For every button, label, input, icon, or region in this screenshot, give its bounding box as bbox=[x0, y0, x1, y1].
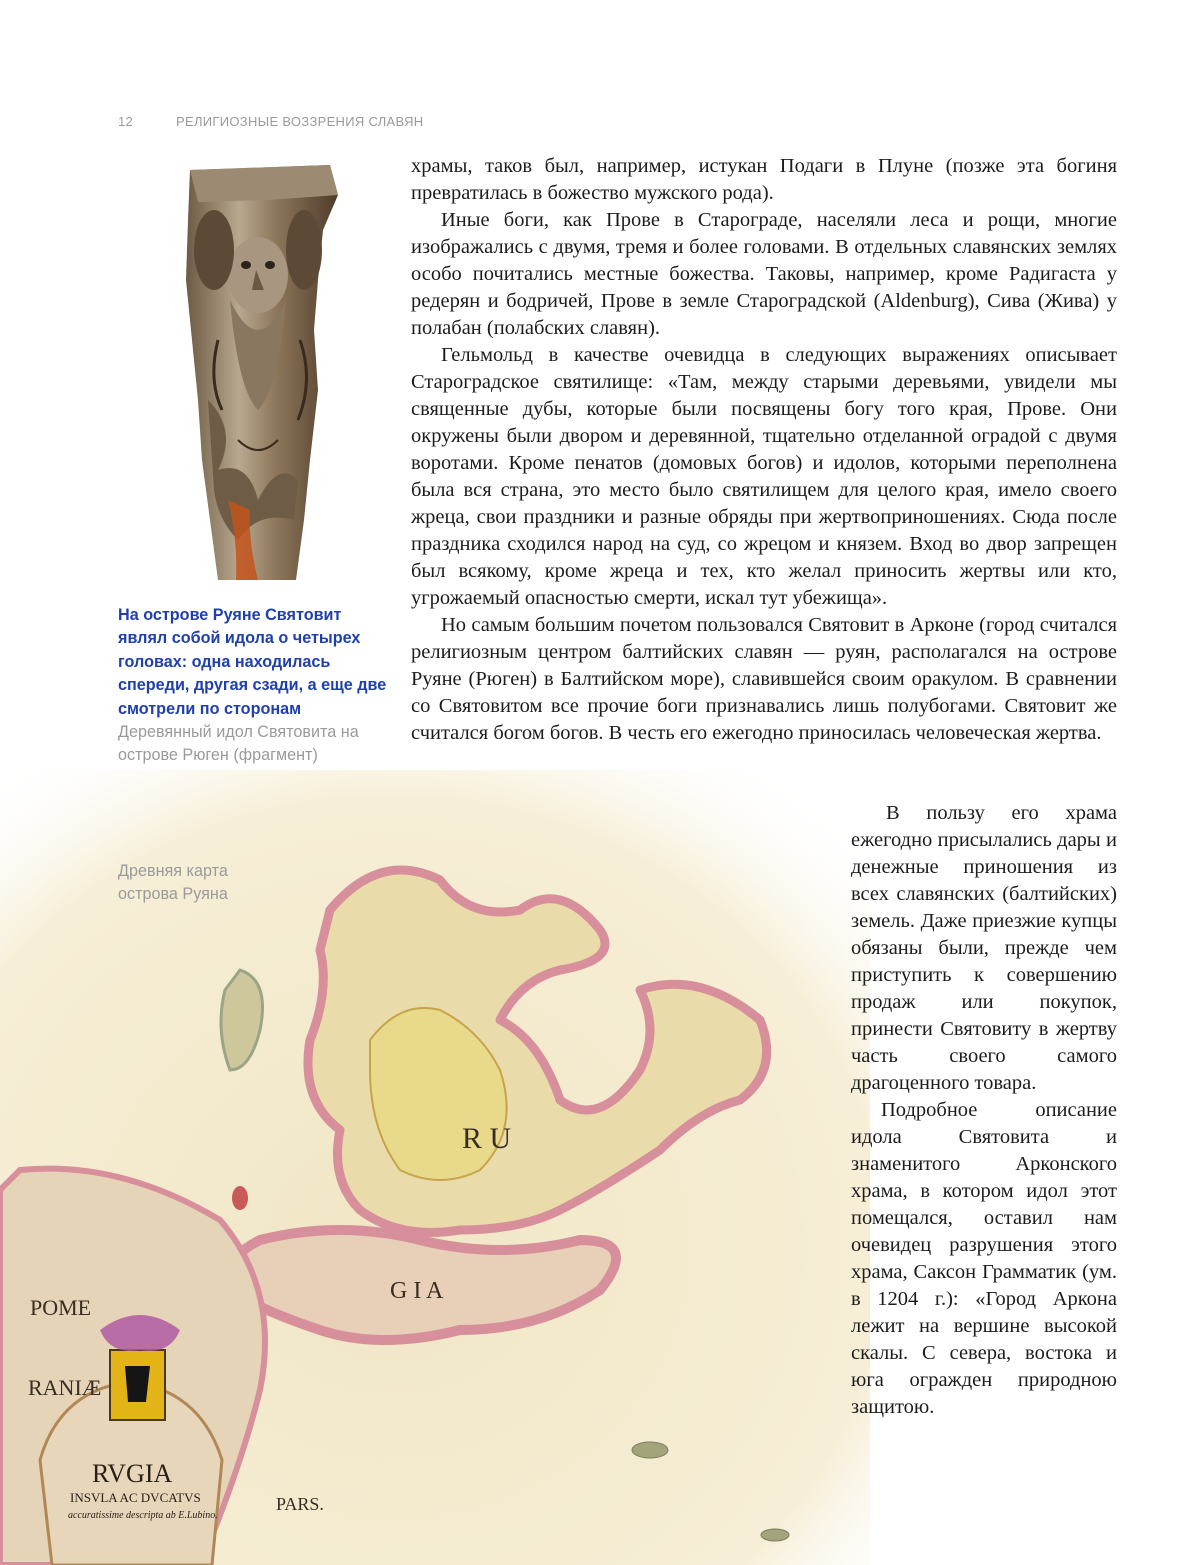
map-letters-gia: G I A bbox=[390, 1278, 444, 1304]
paragraph-4: Но самым большим почетом пользовался Святовит в Арконе (город считался религиозным центром балтийских славян — руян, располагался на острове Руяне (Рюген) в Балтийском море), славившейся своим оракулом. В сравнении со Святовитом все прочие боги признавались лишь полубогами. Святовит же считался богом богов. В честь его ежегодно приносилась человеческая жертва. bbox=[411, 614, 1117, 744]
cartouche-subtitle-2: accuratissime descripta ab E.Lubino. bbox=[68, 1510, 218, 1521]
map-label-pome: POME bbox=[30, 1295, 92, 1320]
paragraph-6: Подробное описание идола Святовита и знаменитого Арконского храма, в котором идол этот помещался, оставил нам очевидец разрушения этого храма, Саксон Грамматик (ум. в 1204 г.): «Город Аркона лежит на вершине высокой скалы. С севера, востока и юга огражден природною защитою. bbox=[851, 1099, 1117, 1418]
caption-light: Деревянный идол Святовита на острове Рюген (фрагмент) bbox=[118, 723, 359, 765]
map-label-pars: PARS. bbox=[276, 1494, 324, 1514]
paragraph-3: Гельмольд в качестве очевидца в следующих выражениях описывает Староградское святилище: «Там, между старыми деревьями, увидели мы священные дубы, которые были посвящены богу того края, Прове. Они окружены были двором и деревянной, тщательно отделанной оградой с двумя воротами. Кроме пенатов (домовых богов) и идолов, которыми переполнена была вся страна, это место было святилищем для целого края, имело своего жреца, свои праздники и разные обряды при жертвоприношениях. Сюда после праздника сходился народ на суд, со жрецом и князем. Вход во двор запрещен был всякому, кроме жреца и тех, кто желал приносить жертвы или кто, угрожаемый опасностью смерти, искал тут убежища». bbox=[411, 344, 1117, 609]
paragraph-5: В пользу его храма ежегодно присылались дары и денежные приношения из всех славянских (балтийских) земель. Даже приезжие купцы обязаны были, прежде чем приступить к совершению продаж или покупок, принести Святовиту в жертву часть своего самого драгоценного товара. bbox=[851, 802, 1117, 1094]
paragraph-1: храмы, таков был, например, истукан Подаги в Плуне (позже эта богиня превратилась в божество мужского рода). bbox=[411, 155, 1117, 204]
map-letters-ru: R U bbox=[462, 1122, 512, 1155]
page-number: 12 bbox=[118, 114, 134, 129]
idol-caption bbox=[118, 604, 388, 768]
caption-bold: На острове Руяне Святовит являл собой идола о четырех головах: одна находилась спереди, другая сзади, а еще две смотрели по сторонам bbox=[118, 606, 387, 718]
running-title: РЕЛИГИОЗНЫЕ ВОЗЗРЕНИЯ СЛАВЯН bbox=[176, 114, 424, 129]
paragraph-2: Иные боги, как Прове в Старограде, населяли леса и рощи, многие изображались с двумя, тремя и более головами. В отдельных славянских землях особо почитались местные божества. Таковы, например, кроме Радигаста у редерян и бодричей, Прове в земле Старогрaдской (Aldenburg), Сива (Жива) у полабан (полабских славян). bbox=[411, 209, 1117, 339]
body-text-column bbox=[851, 800, 1117, 1421]
cartouche-title: RVGIA bbox=[92, 1459, 173, 1488]
map-label-raniae: RANIÆ bbox=[28, 1375, 102, 1400]
body-text-main bbox=[411, 153, 1117, 747]
idol-image bbox=[118, 160, 384, 580]
cartouche-subtitle: INSVLA AC DVCATVS bbox=[70, 1490, 201, 1505]
running-header bbox=[118, 114, 423, 129]
map-caption: Древняя карта острова Руяна bbox=[118, 862, 228, 904]
